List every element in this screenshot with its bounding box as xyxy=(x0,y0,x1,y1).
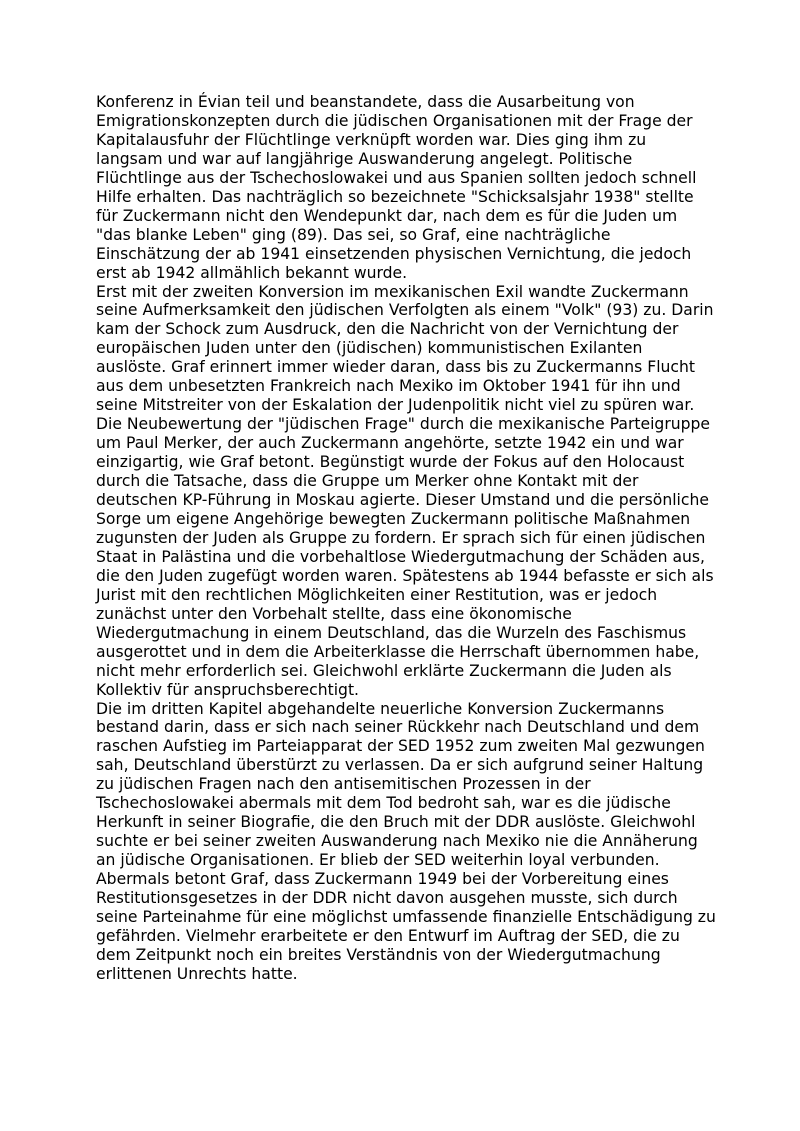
paragraph-mexican-exile-conversion: Erst mit der zweiten Konversion im mexikanischen Exil wandte Zuckermann seine Aufmerksamkeit den jüdischen Verfolgten als einem "Volk" (93) zu. Darin kam der Schock zum Ausdruck, den die Nachricht von der Vernichtung der europäischen Juden unter den (jüdischen) kommunistischen Exilanten auslöste. Graf erinnert immer wieder daran, dass bis zu Zuckermanns Flucht aus dem unbesetzten Frankreich nach Mexiko im Oktober 1941 für ihn und seine Mitstreiter von der Eskalation der Judenpolitik nicht viel zu spüren war. Die Neubewertung der "jüdischen Frage" durch die mexikanische Parteigruppe um Paul Merker, der auch Zuckermann angehörte, setzte 1942 ein und war einzigartig, wie Graf betont. Begünstigt wurde der Fokus auf den Holocaust durch die Tatsache, dass die Gruppe um Merker ohne Kontakt mit der deutschen KP-Führung in Moskau agierte. Dieser Umstand und die persönliche Sorge um eigene Angehörige bewegten Zuckermann politische Maßnahmen zugunsten der Juden als Gruppe zu fordern. Er sprach sich für einen jüdischen Staat in Palästina und die vorbehaltlose Wiedergutmachung der Schäden aus, die den Juden zugefügt worden waren. Spätestens ab 1944 befasste er sich als Jurist mit den rechtlichen Möglichkeiten einer Restitution, was er jedoch zunächst unter den Vorbehalt stellte, dass eine ökonomische Wiedergutmachung in einem Deutschland, das die Wurzeln des Faschismus ausgerottet und in dem die Arbeiterklasse die Herrschaft übernommen habe, nicht mehr erforderlich sei. Gleichwohl erklärte Zuckermann die Juden als Kollektiv für anspruchsberechtigt. xyxy=(96,282,714,699)
document-page xyxy=(96,93,716,984)
paragraph-third-chapter-conversion: Die im dritten Kapitel abgehandelte neuerliche Konversion Zuckermanns bestand darin, dass er sich nach seiner Rückkehr nach Deutschland und dem raschen Aufstieg im Parteiapparat der SED 1952 zum zweiten Mal gezwungen sah, Deutschland überstürzt zu verlassen. Da er sich aufgrund seiner Haltung zu jüdischen Fragen nach den antisemitischen Prozessen in der Tschechoslowakei abermals mit dem Tod bedroht sah, war es die jüdische Herkunft in seiner Biografie, die den Bruch mit der DDR auslöste. Gleichwohl suchte er bei seiner zweiten Auswanderung nach Mexiko nie die Annäherung an jüdische Organisationen. Er blieb der SED weiterhin loyal verbunden. Abermals betont Graf, dass Zuckermann 1949 bei der Vorbereitung eines Restitutionsgesetzes in der DDR nicht davon ausgehen musste, sich durch seine Parteinahme für eine möglichst umfassende finanzielle Entschädigung zu gefährden. Vielmehr erarbeitete er den Entwurf im Auftrag der SED, die zu dem Zeitpunkt noch ein breites Verständnis von der Wiedergutmachung erlittenen Unrechts hatte. xyxy=(96,699,716,983)
paragraph-evian-conference: Konferenz in Évian teil und beanstandete, dass die Ausarbeitung von Emigrationskonzepten durch die jüdischen Organisationen mit der Frage der Kapitalausfuhr der Flüchtlinge verknüpft worden war. Dies ging ihm zu langsam und war auf langjährige Auswanderung angelegt. Politische Flüchtlinge aus der Tschechoslowakei und aus Spanien sollten jedoch schnell Hilfe erhalten. Das nachträglich so bezeichnete "Schicksalsjahr 1938" stellte für Zuckermann nicht den Wendepunkt dar, nach dem es für die Juden um "das blanke Leben" ging (89). Das sei, so Graf, eine nachträgliche Einschätzung der ab 1941 einsetzenden physischen Vernichtung, die jedoch erst ab 1942 allmählich bekannt wurde. xyxy=(96,93,697,282)
